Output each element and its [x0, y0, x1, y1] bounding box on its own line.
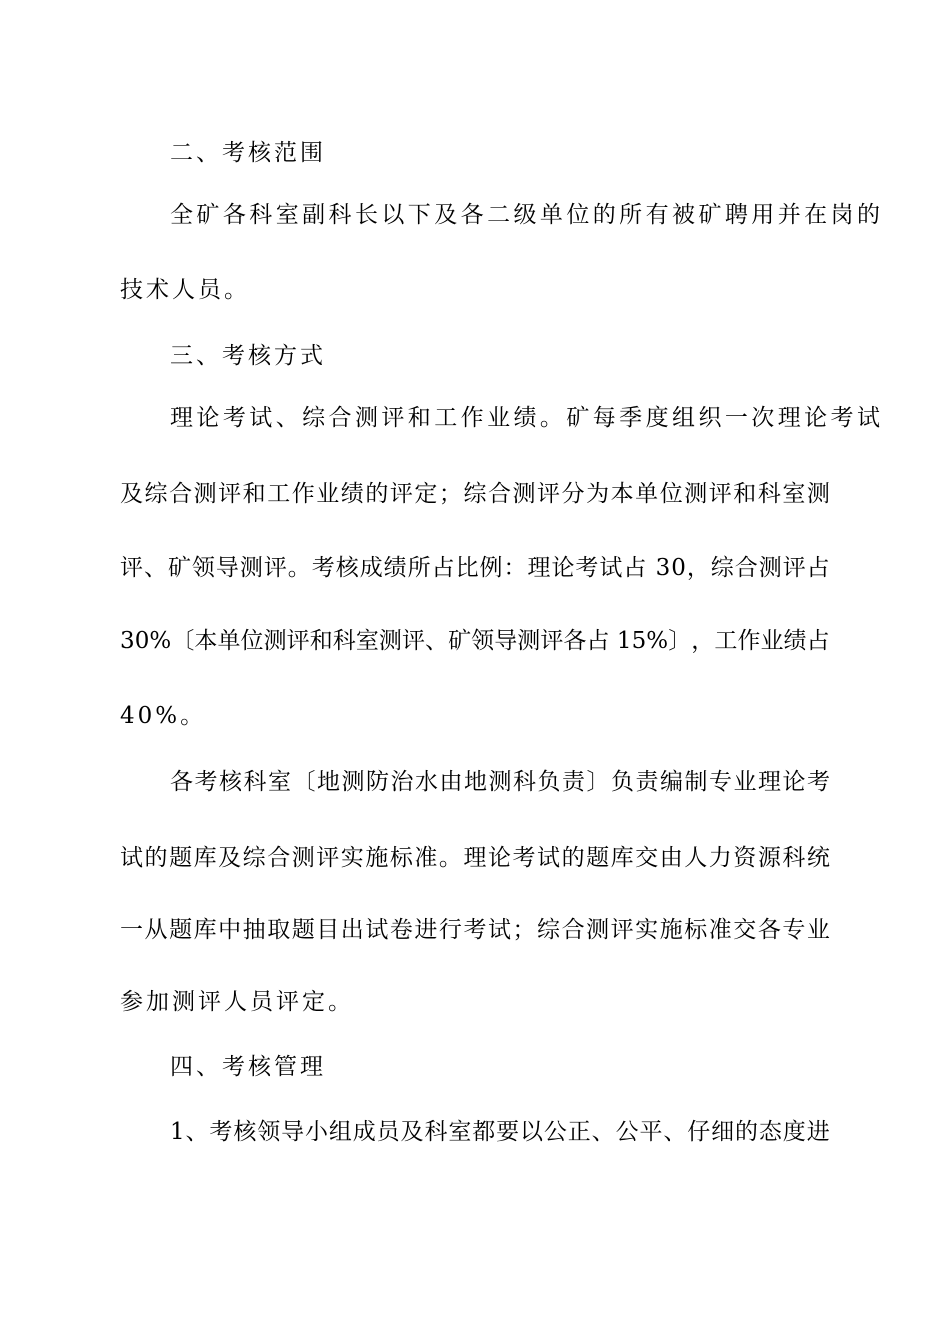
glyph: 作 [737, 628, 761, 654]
glyph: ， [691, 628, 715, 654]
glyph: 取 [267, 917, 291, 943]
glyph: 每 [592, 405, 616, 431]
glyph: 题 [586, 845, 610, 871]
glyph: 测 [291, 845, 315, 871]
glyph: 评 [286, 628, 310, 654]
glyph: 测 [193, 481, 217, 507]
glyph: 理 [758, 769, 781, 795]
glyph: 论 [551, 555, 575, 581]
glyph: 行 [438, 917, 462, 943]
glyph: 作 [291, 481, 315, 507]
glyph: 科 [243, 769, 267, 795]
paragraph-line [0, 548, 950, 588]
glyph: 绩 [783, 628, 807, 654]
paragraph-line [0, 195, 950, 235]
glyph: 评 [537, 481, 561, 507]
glyph: 论 [487, 845, 511, 871]
glyph: 次 [751, 405, 775, 431]
glyph: 分 [561, 481, 585, 507]
glyph: 从 [144, 917, 168, 943]
glyph: 考 [311, 555, 335, 581]
glyph: 所 [619, 202, 643, 228]
glyph: 二 [487, 202, 511, 228]
glyph: 综 [302, 405, 326, 431]
glyph: 室 [355, 628, 379, 654]
glyph: 综 [242, 845, 266, 871]
glyph: 位 [566, 202, 590, 228]
glyph: 评 [782, 555, 806, 581]
glyph: 的 [856, 202, 880, 228]
glyph: 核 [219, 769, 242, 795]
glyph: 度 [645, 405, 669, 431]
glyph: 占 [623, 555, 647, 581]
glyph: 测 [512, 481, 536, 507]
paragraph-line: 技术人员。 [120, 277, 250, 303]
glyph: 核 [233, 1119, 257, 1145]
glyph: 考 [830, 405, 854, 431]
glyph: 矿 [566, 405, 590, 431]
glyph: 库 [193, 917, 217, 943]
glyph: ： [503, 555, 527, 581]
glyph: 测 [758, 555, 782, 581]
glyph: 抽 [242, 917, 266, 943]
glyph: 及 [218, 845, 242, 871]
glyph: 占 [806, 628, 830, 654]
glyph: 水 [415, 769, 438, 795]
glyph: 试 [120, 845, 143, 871]
glyph: 业 [733, 769, 757, 795]
glyph: 论 [196, 405, 220, 431]
text-run [120, 474, 830, 514]
glyph: 占 [586, 628, 610, 654]
glyph: % [646, 628, 669, 654]
glyph: 地 [464, 769, 487, 795]
glyph: 组 [672, 405, 696, 431]
glyph: 矿 [448, 628, 472, 654]
glyph: 作 [460, 405, 484, 431]
glyph: 业 [316, 481, 340, 507]
glyph: ； [512, 917, 536, 943]
glyph: 准 [414, 845, 438, 871]
glyph: 考 [194, 769, 218, 795]
glyph: 位 [659, 481, 683, 507]
glyph: 的 [144, 845, 168, 871]
glyph: 各 [460, 202, 484, 228]
paragraph-line [0, 838, 950, 878]
glyph: 的 [735, 1119, 759, 1145]
glyph: 为 [586, 481, 610, 507]
glyph: 及 [120, 481, 143, 507]
glyph: 库 [193, 845, 217, 871]
glyph: 考 [209, 1119, 233, 1145]
glyph: 科 [249, 202, 273, 228]
glyph: 比 [455, 555, 479, 581]
glyph: 季 [619, 405, 643, 431]
glyph: 科 [757, 481, 781, 507]
glyph: 由 [439, 769, 463, 795]
section-heading-method: 三、考核方式 [170, 343, 326, 369]
glyph: 和 [242, 481, 266, 507]
glyph: 平 [639, 1119, 663, 1145]
glyph: 科 [513, 769, 536, 795]
paragraph-line: 参加测评人员评定。 [120, 989, 354, 1015]
glyph: 正 [567, 1119, 591, 1145]
paragraph-line [0, 910, 950, 950]
paragraph-line: 40%。 [120, 703, 207, 729]
glyph: 以 [520, 1119, 543, 1145]
glyph: 以 [381, 202, 405, 228]
glyph: 0 [671, 555, 686, 581]
glyph: 在 [804, 202, 828, 228]
glyph: 合 [328, 405, 352, 431]
glyph: 施 [659, 917, 683, 943]
glyph: 考 [463, 917, 487, 943]
glyph: 并 [777, 202, 801, 228]
glyph: 责 [562, 769, 585, 795]
glyph: 矿 [698, 202, 722, 228]
glyph: 全 [170, 202, 193, 228]
text-run [120, 910, 830, 950]
glyph: 各 [222, 202, 246, 228]
glyph: 导 [494, 628, 518, 654]
glyph: 试 [487, 917, 511, 943]
glyph: 测 [263, 628, 287, 654]
glyph: 定 [414, 481, 438, 507]
glyph: 测 [684, 481, 708, 507]
glyph: 理 [527, 555, 551, 581]
glyph: 出 [340, 917, 364, 943]
glyph: 测 [488, 769, 512, 795]
glyph: 考 [222, 405, 246, 431]
glyph: 态 [758, 1119, 782, 1145]
glyph: 、 [425, 628, 449, 654]
glyph: 业 [806, 917, 830, 943]
glyph: 领 [257, 1119, 281, 1145]
glyph: 进 [414, 917, 438, 943]
glyph: 理 [170, 405, 193, 431]
glyph: 合 [169, 481, 193, 507]
glyph: 绩 [340, 481, 364, 507]
glyph: 目 [316, 917, 340, 943]
glyph: 由 [659, 845, 683, 871]
glyph: 评 [389, 481, 413, 507]
glyph: % [149, 628, 172, 654]
glyph: 〔 [292, 769, 316, 795]
glyph: 矿 [196, 202, 220, 228]
glyph: 评 [263, 555, 287, 581]
paragraph-line [0, 621, 950, 661]
glyph: 的 [561, 845, 585, 871]
glyph: 测 [586, 917, 610, 943]
glyph: 资 [733, 845, 757, 871]
glyph: 公 [543, 1119, 567, 1145]
glyph: 导 [215, 555, 239, 581]
glyph: 源 [757, 845, 781, 871]
glyph: 织 [698, 405, 722, 431]
glyph: 级 [513, 202, 537, 228]
glyph: 力 [708, 845, 732, 871]
glyph: 、 [185, 1119, 209, 1145]
glyph: 评 [381, 405, 405, 431]
glyph: 工 [714, 628, 738, 654]
glyph: 试 [856, 405, 880, 431]
glyph: 、 [143, 555, 167, 581]
glyph: 科 [328, 202, 352, 228]
glyph: 组 [328, 1119, 352, 1145]
glyph: 人 [684, 845, 708, 871]
paragraph-line [0, 762, 950, 802]
glyph: 绩 [513, 405, 537, 431]
glyph: 绩 [383, 555, 407, 581]
glyph: 负 [537, 769, 561, 795]
glyph: 评 [401, 628, 425, 654]
glyph: 各 [563, 628, 587, 654]
glyph: 3 [120, 628, 135, 654]
glyph: 3 [655, 555, 671, 581]
glyph: 施 [365, 845, 389, 871]
glyph: 工 [267, 481, 291, 507]
glyph: 理 [777, 405, 801, 431]
glyph: 岗 [830, 202, 854, 228]
glyph: 员 [376, 1119, 400, 1145]
glyph: 试 [249, 405, 273, 431]
glyph: 地 [317, 769, 340, 795]
glyph: 各 [170, 769, 193, 795]
glyph: 0 [134, 628, 150, 654]
text-run [170, 1112, 830, 1152]
glyph: 评 [708, 481, 732, 507]
glyph: 科 [332, 628, 356, 654]
glyph: 标 [389, 845, 413, 871]
glyph [647, 548, 654, 588]
glyph: 库 [610, 845, 634, 871]
glyph: 测 [239, 555, 263, 581]
text-run [120, 548, 830, 588]
glyph: 考 [575, 555, 599, 581]
glyph: 一 [724, 405, 748, 431]
glyph: 的 [365, 481, 389, 507]
section-heading-scope: 二、考核范围 [170, 140, 326, 166]
glyph: 合 [487, 481, 511, 507]
glyph: 合 [561, 917, 585, 943]
glyph: 合 [734, 555, 758, 581]
glyph: 核 [335, 555, 359, 581]
glyph: 〔 [171, 628, 195, 654]
glyph: 中 [218, 917, 242, 943]
text-run [120, 838, 830, 878]
glyph: 业 [760, 628, 784, 654]
glyph: 综 [144, 481, 168, 507]
glyph: 导 [281, 1119, 305, 1145]
glyph: 。 [539, 405, 563, 431]
glyph: ； [438, 481, 462, 507]
glyph: 专 [782, 917, 806, 943]
glyph: 试 [365, 917, 389, 943]
glyph: 例 [479, 555, 503, 581]
glyph [610, 621, 617, 661]
glyph: 聘 [724, 202, 748, 228]
glyph: 有 [645, 202, 669, 228]
glyph: 细 [711, 1119, 735, 1145]
glyph: 论 [782, 769, 806, 795]
text-run [170, 398, 880, 438]
glyph: 领 [471, 628, 495, 654]
glyph: 专 [709, 769, 732, 795]
glyph: 治 [390, 769, 414, 795]
glyph: 试 [537, 845, 561, 871]
section-heading-management: 四、考核管理 [170, 1054, 326, 1080]
glyph: 被 [672, 202, 696, 228]
glyph: 室 [448, 1119, 472, 1145]
glyph: ， [686, 555, 710, 581]
glyph: 度 [782, 1119, 806, 1145]
glyph: 测 [354, 405, 378, 431]
glyph: 矿 [167, 555, 191, 581]
paragraph-line [0, 398, 950, 438]
glyph: 和 [407, 405, 431, 431]
glyph: 科 [424, 1119, 448, 1145]
glyph: 制 [684, 769, 708, 795]
glyph: 理 [463, 845, 487, 871]
glyph: 室 [275, 202, 299, 228]
glyph: 交 [635, 845, 659, 871]
glyph: 、 [663, 1119, 687, 1145]
glyph: 占 [806, 555, 830, 581]
glyph: 单 [217, 628, 241, 654]
glyph: 实 [635, 917, 659, 943]
glyph: 占 [431, 555, 455, 581]
glyph: 工 [434, 405, 458, 431]
glyph: 评 [218, 481, 242, 507]
glyph: 合 [267, 845, 291, 871]
glyph: 准 [708, 917, 732, 943]
glyph: 。 [287, 555, 311, 581]
glyph: 的 [592, 202, 616, 228]
glyph: 测 [517, 628, 541, 654]
glyph: 和 [733, 481, 757, 507]
glyph: 实 [340, 845, 364, 871]
glyph: 所 [407, 555, 431, 581]
glyph: 题 [169, 917, 193, 943]
glyph: 评 [540, 628, 564, 654]
glyph: 和 [309, 628, 333, 654]
glyph: 本 [610, 481, 634, 507]
glyph: 下 [407, 202, 431, 228]
glyph: 考 [807, 769, 830, 795]
glyph: 题 [291, 917, 315, 943]
glyph: 本 [194, 628, 218, 654]
glyph: 评 [610, 917, 634, 943]
glyph: 单 [635, 481, 659, 507]
glyph: 室 [268, 769, 291, 795]
glyph: 负 [611, 769, 634, 795]
glyph: 成 [359, 555, 383, 581]
glyph: 防 [366, 769, 389, 795]
glyph: 公 [615, 1119, 639, 1145]
glyph: 综 [710, 555, 734, 581]
glyph: 各 [757, 917, 781, 943]
glyph: 考 [512, 845, 536, 871]
glyph: 室 [782, 481, 806, 507]
glyph: 、 [275, 405, 299, 431]
glyph: 、 [591, 1119, 615, 1145]
glyph: 综 [537, 917, 561, 943]
glyph: 科 [782, 845, 806, 871]
glyph: 〕 [586, 769, 610, 795]
glyph: 测 [806, 481, 830, 507]
glyph: 责 [635, 769, 659, 795]
glyph: 统 [806, 845, 830, 871]
glyph: 1 [170, 1119, 185, 1145]
glyph: 1 [616, 628, 632, 654]
glyph: 小 [304, 1119, 328, 1145]
glyph: 进 [806, 1119, 830, 1145]
glyph: 卷 [389, 917, 413, 943]
glyph: 一 [120, 917, 143, 943]
glyph: 交 [733, 917, 757, 943]
glyph: 〕 [668, 628, 692, 654]
glyph: 试 [599, 555, 623, 581]
glyph: 副 [302, 202, 326, 228]
glyph: 单 [539, 202, 563, 228]
glyph: 都 [472, 1119, 496, 1145]
glyph: 评 [120, 555, 143, 581]
glyph: 及 [434, 202, 458, 228]
glyph: 用 [751, 202, 775, 228]
glyph: 及 [400, 1119, 424, 1145]
text-run [120, 621, 830, 661]
glyph: 领 [191, 555, 215, 581]
glyph: 5 [631, 628, 647, 654]
text-run [170, 195, 880, 235]
glyph: 测 [341, 769, 365, 795]
glyph: 仔 [687, 1119, 711, 1145]
glyph: 。 [438, 845, 462, 871]
glyph: 标 [684, 917, 708, 943]
glyph: 长 [354, 202, 378, 228]
glyph: 论 [804, 405, 828, 431]
glyph: 测 [378, 628, 402, 654]
glyph: 要 [496, 1119, 520, 1145]
glyph: 评 [316, 845, 340, 871]
text-run [170, 762, 830, 802]
glyph: 综 [463, 481, 487, 507]
glyph: 编 [660, 769, 683, 795]
paragraph-line [0, 474, 950, 514]
glyph: 成 [352, 1119, 376, 1145]
glyph: 业 [487, 405, 511, 431]
glyph: 位 [240, 628, 264, 654]
paragraph-line [0, 1112, 950, 1152]
glyph: 题 [169, 845, 193, 871]
